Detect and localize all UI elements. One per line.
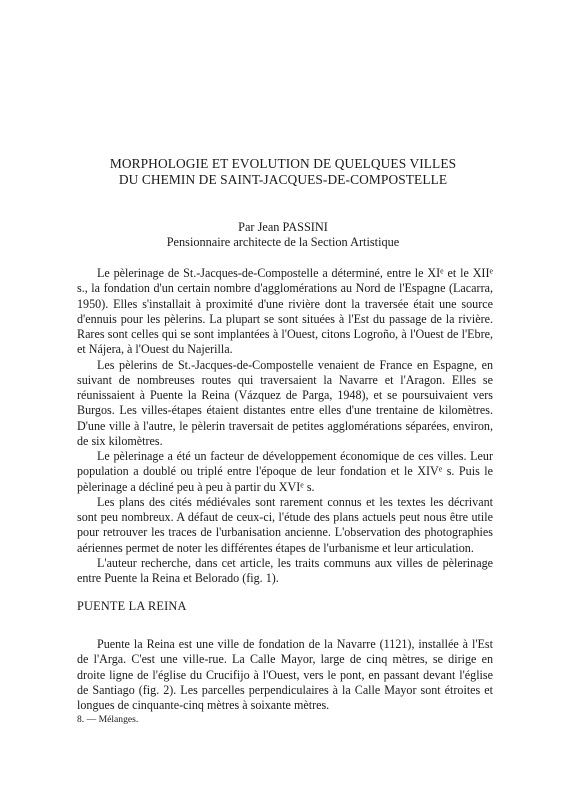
text-run: s. xyxy=(303,479,315,494)
introduction xyxy=(77,266,493,586)
superscript: e xyxy=(440,266,444,276)
paragraph xyxy=(77,449,493,495)
title-line-1: MORPHOLOGIE ET EVOLUTION DE QUELQUES VILLES xyxy=(109,156,457,171)
text-run: s., la fondation d'un certain nombre d'agglomérations au Nord de l'Espagne (Lacarra, 1950). Elles s'installait à proximité d'une rivière dont la traversée était une source d'ennuis pour les pèlerins. La plupart se sont situées à l'Est du passage de la rivière. Rares sont celles qui se sont implantées à l'Ouest, citons Logroño, à l'Ouest de l'Ebre, et Nájera, à l'Ouest du Najerilla. xyxy=(77,281,493,357)
paragraph: Les plans des cités médiévales sont rarement connus et les textes les décrivant sont peu nombreux. A défaut de ceux-ci, l'étude des plans actuels peut nous être utile pour retrouver les traces de l'urbanisation ancienne. L'observation des photographies aériennes permet de noter les différentes étapes de l'urbanisme et leur articulation. xyxy=(77,494,493,555)
superscript: e xyxy=(300,479,304,489)
article-title xyxy=(0,156,566,188)
byline xyxy=(0,220,566,250)
paragraph xyxy=(77,266,493,358)
superscript: e xyxy=(489,266,493,276)
author-affiliation: Pensionnaire architecte de la Section Artistique xyxy=(166,235,400,249)
superscript: e xyxy=(438,464,443,474)
paragraph: Les pèlerins de St.-Jacques-de-Compostelle venaient de France en Espagne, en suivant de nombreuses routes qui traversaient la Navarre et l'Aragon. Elles se réunissaient à Puente la Reina (Vázquez de Parga, 1948), et se poursuivaient vers Burgos. Les villes-étapes étaient distantes entre elles d'une trentaine de kilomètres. D'une ville à l'autre, le pèlerin traversait de petites agglomérations séparées, environ, de six kilomètres. xyxy=(77,357,493,448)
text-run: Le pèlerinage a été un facteur de développement économique de ces villes. Leur population a doublé ou triplé entre l'époque de leur fondation et le XIV xyxy=(77,449,493,479)
text-run: Le pèlerinage de St.-Jacques-de-Compostelle a déterminé, entre le XI xyxy=(97,266,441,280)
text-run: et le XII xyxy=(443,266,490,280)
section-body xyxy=(77,637,493,713)
text-run: s. Puis le pèlerinage a décliné peu à peu à partir du XVI xyxy=(77,464,493,494)
title-line-2: DU CHEMIN DE SAINT-JACQUES-DE-COMPOSTELLE xyxy=(118,172,448,187)
paragraph: Puente la Reina est une ville de fondation de la Navarre (1121), installée à l'Est de l'Arga. C'est une ville-rue. La Calle Mayor, large de cinq mètres, se dirige en droite ligne de l'église du Crucifijo à l'Ouest, vers le pont, en passant devant l'église de Santiago (fig. 2). Les parcelles perpendiculaires à la Calle Mayor sont étroites et longues de cinquante-cinq mètres à soixante mètres. xyxy=(77,637,493,712)
author: Par Jean PASSINI xyxy=(238,220,328,234)
paragraph: L'auteur recherche, dans cet article, les traits communs aux villes de pèlerinage entre Puente la Reina et Belorado (fig. 1). xyxy=(77,555,493,585)
page-footer: 8. — Mélanges. xyxy=(77,714,139,725)
section-heading: PUENTE LA REINA xyxy=(77,599,187,613)
